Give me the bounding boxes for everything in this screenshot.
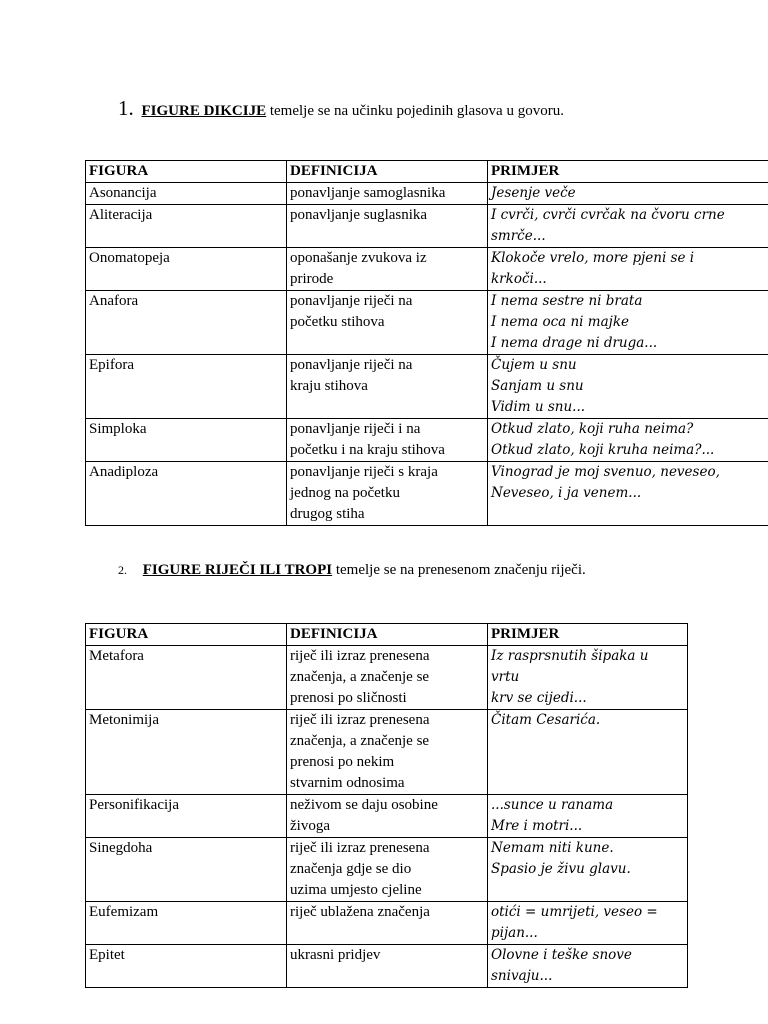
definicija-line: ponavljanje riječi na — [290, 357, 413, 373]
primjer-line: I nema sestre ni brata — [491, 293, 643, 309]
definicija-line: značenja, a značenje se — [290, 733, 430, 749]
definicija-line: ukrasni pridjev — [290, 947, 381, 963]
primjer-line: krv se cijedi... — [491, 690, 587, 706]
definicija-line: uzima umjesto cjeline — [290, 882, 422, 898]
primjer-cell — [488, 795, 688, 838]
section-1-description: temelje se na učinku pojedinih glasova u govoru. — [269, 103, 564, 119]
primjer-cell — [488, 205, 768, 248]
section-1-heading — [118, 96, 564, 121]
table-row — [86, 462, 768, 526]
header-primjer: PRIMJER — [488, 624, 688, 646]
primjer-line: ...sunce u ranama — [491, 797, 614, 813]
figura-cell: Metonimija — [86, 710, 287, 795]
table-row — [86, 710, 688, 795]
definicija-line: riječ ili izraz prenesena — [290, 840, 430, 856]
primjer-line: otići = umrijeti, veseo = — [491, 904, 658, 920]
figura-cell: Asonancija — [86, 183, 287, 205]
definicija-cell — [287, 205, 488, 248]
figura-cell: Epifora — [86, 355, 287, 419]
definicija-line: riječ ili izraz prenesena — [290, 712, 430, 728]
primjer-line: krkoči... — [491, 271, 547, 287]
primjer-line: I cvrči, cvrči cvrčak na čvoru crne — [491, 207, 725, 223]
primjer-line: smrče... — [491, 228, 546, 244]
table-row — [86, 838, 688, 902]
table-row — [86, 795, 688, 838]
definicija-cell — [287, 646, 488, 710]
primjer-line: Neveseo, i ja venem... — [491, 485, 642, 501]
header-figura: FIGURA — [86, 624, 287, 646]
table-row — [86, 248, 768, 291]
definicija-cell — [287, 838, 488, 902]
primjer-line: Jesenje veče — [491, 185, 576, 201]
figura-cell: Personifikacija — [86, 795, 287, 838]
primjer-cell — [488, 646, 688, 710]
primjer-line: Otkud zlato, koji kruha neima?... — [491, 442, 715, 458]
table-header-row — [86, 624, 688, 646]
primjer-line: Klokoče vrelo, more pjeni se i — [491, 250, 695, 266]
definicija-line: prenosi po nekim — [290, 754, 395, 770]
primjer-line: Olovne i teške snove — [491, 947, 632, 963]
definicija-line: značenja gdje se dio — [290, 861, 412, 877]
primjer-line: Čitam Cesarića. — [491, 712, 601, 728]
definicija-line: ponavljanje riječi i na — [290, 421, 421, 437]
figura-cell: Anafora — [86, 291, 287, 355]
primjer-cell — [488, 945, 688, 988]
primjer-line: Iz rasprsnutih šipaka u — [491, 648, 649, 664]
definicija-line: ponavljanje samoglasnika — [290, 185, 446, 201]
primjer-cell — [488, 462, 768, 526]
primjer-line: Otkud zlato, koji ruha neima? — [491, 421, 694, 437]
primjer-line: Mre i motri... — [491, 818, 583, 834]
definicija-line: ponavljanje suglasnika — [290, 207, 428, 223]
definicija-line: prenosi po sličnosti — [290, 690, 407, 706]
definicija-cell — [287, 710, 488, 795]
table-row — [86, 902, 688, 945]
primjer-line: vrtu — [491, 669, 520, 685]
header-definicija: DEFINICIJA — [287, 161, 488, 183]
header-primjer: PRIMJER — [488, 161, 768, 183]
definicija-line: kraju stihova — [290, 378, 368, 394]
definicija-line: značenja, a značenje se — [290, 669, 430, 685]
definicija-cell — [287, 795, 488, 838]
table-row — [86, 355, 768, 419]
primjer-line: snivaju... — [491, 968, 553, 984]
primjer-line: Sanjam u snu — [491, 378, 584, 394]
primjer-line: Vidim u snu... — [491, 399, 586, 415]
table-row — [86, 183, 768, 205]
primjer-cell — [488, 291, 768, 355]
definicija-line: neživom se daju osobine — [290, 797, 438, 813]
figura-cell: Aliteracija — [86, 205, 287, 248]
figura-cell: Anadiploza — [86, 462, 287, 526]
primjer-cell — [488, 838, 688, 902]
figura-cell: Onomatopeja — [86, 248, 287, 291]
primjer-cell — [488, 248, 768, 291]
header-figura: FIGURA — [86, 161, 287, 183]
primjer-cell — [488, 710, 688, 795]
definicija-line: živoga — [290, 818, 330, 834]
definicija-cell — [287, 462, 488, 526]
figura-cell: Metafora — [86, 646, 287, 710]
primjer-cell — [488, 902, 688, 945]
definicija-line: početku stihova — [290, 314, 385, 330]
primjer-cell — [488, 355, 768, 419]
definicija-cell — [287, 355, 488, 419]
definicija-line: početku i na kraju stihova — [290, 442, 445, 458]
definicija-line: drugog stiha — [290, 506, 365, 522]
definicija-cell — [287, 945, 488, 988]
definicija-line: oponašanje zvukova iz — [290, 250, 427, 266]
primjer-line: Spasio je živu glavu. — [491, 861, 631, 877]
definicija-cell — [287, 183, 488, 205]
primjer-line: I nema drage ni druga... — [491, 335, 658, 351]
section-1-title: FIGURE DIKCIJE — [141, 103, 267, 119]
table-row — [86, 419, 768, 462]
figura-cell: Epitet — [86, 945, 287, 988]
table-row — [86, 945, 688, 988]
figura-cell: Eufemizam — [86, 902, 287, 945]
primjer-line: Nemam niti kune. — [491, 840, 614, 856]
definicija-cell — [287, 291, 488, 355]
figure-dikcije-table — [85, 160, 768, 526]
definicija-line: ponavljanje riječi s kraja — [290, 464, 438, 480]
primjer-line: Čujem u snu — [491, 357, 577, 373]
table-row — [86, 646, 688, 710]
section-2-title: FIGURE RIJEČI ILI TROPI — [142, 562, 333, 578]
table-row — [86, 291, 768, 355]
figure-rijeci-table — [85, 623, 688, 988]
primjer-line: Vinograd je moj svenuo, neveseo, — [491, 464, 720, 480]
definicija-cell — [287, 419, 488, 462]
primjer-line: pijan... — [491, 925, 538, 941]
primjer-cell — [488, 419, 768, 462]
figura-cell: Simploka — [86, 419, 287, 462]
section-2-heading — [118, 562, 586, 579]
definicija-line: jednog na početku — [290, 485, 400, 501]
primjer-line: I nema oca ni majke — [491, 314, 629, 330]
table-row — [86, 205, 768, 248]
definicija-cell — [287, 248, 488, 291]
header-definicija: DEFINICIJA — [287, 624, 488, 646]
section-1-number: 1. — [118, 96, 134, 120]
definicija-cell — [287, 902, 488, 945]
primjer-cell — [488, 183, 768, 205]
figura-cell: Sinegdoha — [86, 838, 287, 902]
definicija-line: riječ ublažena značenja — [290, 904, 430, 920]
definicija-line: stvarnim odnosima — [290, 775, 405, 791]
section-2-description: temelje se na prenesenom značenju riječi. — [335, 562, 586, 578]
definicija-line: ponavljanje riječi na — [290, 293, 413, 309]
definicija-line: riječ ili izraz prenesena — [290, 648, 430, 664]
definicija-line: prirode — [290, 271, 334, 287]
table-header-row — [86, 161, 768, 183]
section-2-number: 2. — [118, 563, 127, 577]
